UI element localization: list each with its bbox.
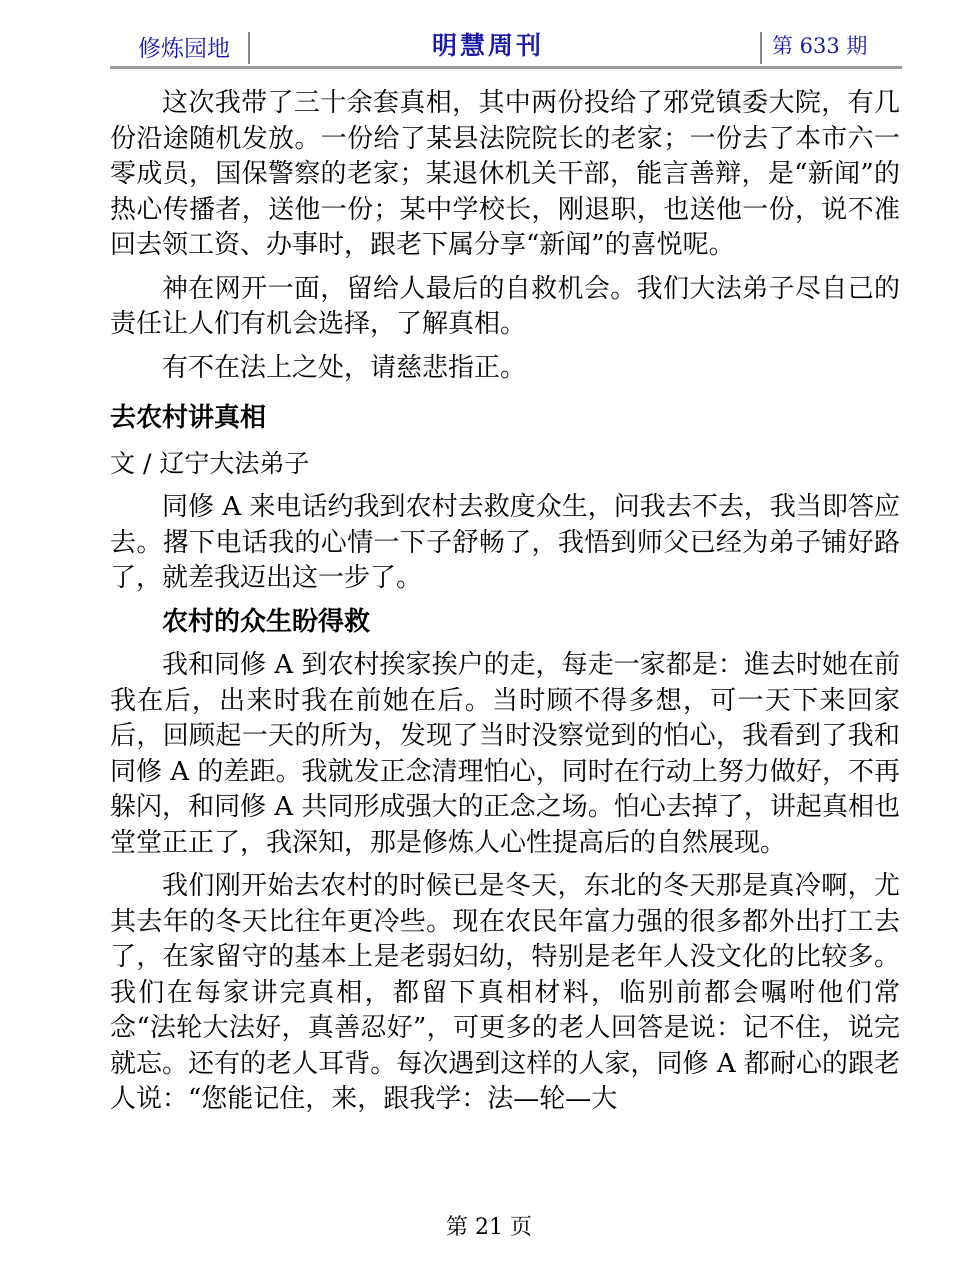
- paragraph: 神在网开一面，留给人最后的自救机会。我们大法弟子尽自己的责任让人们有机会选择，了解真相。: [110, 273, 900, 339]
- header-separator: [248, 32, 250, 64]
- paragraph: 这次我带了三十余套真相，其中两份投给了邪党镇委大院，有几份沿途随机发放。一份给了某县法院院长的老家；一份去了本市六一零成员，国保警察的老家；某退休机关干部，能言善辩，是“新闻”的热心传播者，送他一份；某中学校长，刚退职，也送他一份，说不准回去领工资、办事时，跟老下属分享“新闻”的喜悦呢。: [110, 88, 900, 260]
- article-title: 去农村讲真相: [110, 403, 267, 433]
- paragraph: 我和同修 A 到农村挨家挨户的走，每走一家都是：進去时她在前我在后，出来时我在前她在后。当时顾不得多想，可一天下来回家后，回顾起一天的所为，发现了当时没察觉到的怕心，我看到了我和同修 A 的差距。我就发正念清理怕心，同时在行动上努力做好，不再躲闪，和同修 A 共同形成强大的正念之场。怕心去掉了，讲起真相也堂堂正正了，我深知，那是修炼人心性提高后的自然展现。: [110, 650, 900, 858]
- page-content: [110, 86, 900, 1126]
- article-author: 文 / 辽宁大法弟子: [110, 449, 310, 478]
- article-subheading: 农村的众生盼得救: [162, 606, 371, 637]
- header-rule: [110, 66, 902, 69]
- issue-number: 第 633 期: [772, 34, 868, 58]
- paragraph: 有不在法上之处，请慈悲指正。: [162, 352, 527, 383]
- header-separator: [760, 32, 762, 64]
- page-header: [110, 26, 902, 70]
- paragraph: 同修 A 来电话约我到农村去救度众生，问我去不去，我当即答应去。撂下电话我的心情一下子舒畅了，我悟到师父已经为弟子铺好路了，就差我迈出这一步了。: [110, 492, 900, 593]
- publication-title: 明慧周刊: [432, 31, 545, 60]
- page-number: 第 21 页: [446, 1215, 532, 1240]
- section-name: 修炼园地: [138, 36, 230, 62]
- paragraph: 我们刚开始去农村的时候已是冬天，东北的冬天那是真冷啊，尤其去年的冬天比往年更冷些。现在农民年富力强的很多都外出打工去了，在家留守的基本上是老弱妇幼，特别是老年人没文化的比较多。我们在每家讲完真相，都留下真相材料，临别前都会嘱咐他们常念“法轮大法好，真善忍好”，可更多的老人回答是说：记不住，说完就忘。还有的老人耳背。每次遇到这样的人家，同修 A 都耐心的跟老人说：“您能记住，来，跟我学：法—轮—大: [110, 871, 900, 1114]
